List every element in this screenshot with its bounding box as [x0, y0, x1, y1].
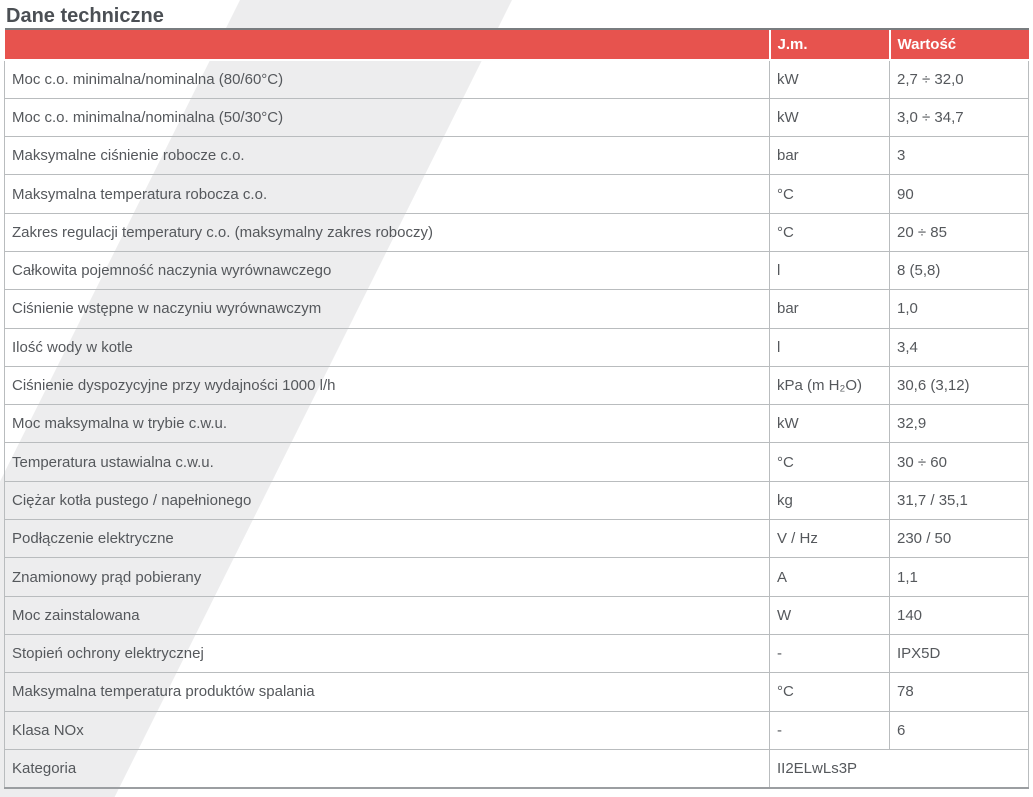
row-label: Moc zainstalowana [5, 596, 770, 634]
row-label: Moc maksymalna w trybie c.w.u. [5, 405, 770, 443]
table-body [5, 60, 1029, 788]
row-label: Moc c.o. minimalna/nominalna (50/30°C) [5, 98, 770, 136]
table-row [5, 443, 1029, 481]
table-row [5, 290, 1029, 328]
row-value: 8 (5,8) [890, 251, 1029, 289]
row-value: 90 [890, 175, 1029, 213]
row-unit: kW [770, 405, 890, 443]
row-label: Ciśnienie wstępne w naczyniu wyrównawczym [5, 290, 770, 328]
table-row [5, 60, 1029, 98]
table-row [5, 711, 1029, 749]
header-unit-column: J.m. [770, 29, 890, 60]
row-label: Kategoria [5, 749, 770, 787]
row-value: 140 [890, 596, 1029, 634]
row-unit: °C [770, 443, 890, 481]
row-value: 32,9 [890, 405, 1029, 443]
row-unit: °C [770, 213, 890, 251]
row-label: Maksymalne ciśnienie robocze c.o. [5, 137, 770, 175]
row-label: Maksymalna temperatura robocza c.o. [5, 175, 770, 213]
table-row [5, 366, 1029, 404]
row-unit: bar [770, 137, 890, 175]
row-value: 3 [890, 137, 1029, 175]
page-title: Dane techniczne [6, 5, 164, 27]
row-value: 3,4 [890, 328, 1029, 366]
row-label: Zakres regulacji temperatury c.o. (maksymalny zakres roboczy) [5, 213, 770, 251]
table-row [5, 673, 1029, 711]
row-unit: bar [770, 290, 890, 328]
row-value: 1,0 [890, 290, 1029, 328]
row-label: Podłączenie elektryczne [5, 520, 770, 558]
row-value: 30 ÷ 60 [890, 443, 1029, 481]
table-row [5, 328, 1029, 366]
row-unit: kW [770, 60, 890, 98]
table-row [5, 596, 1029, 634]
row-unit: - [770, 711, 890, 749]
table-row [5, 481, 1029, 519]
table-row [5, 213, 1029, 251]
row-unit: kg [770, 481, 890, 519]
table-row [5, 98, 1029, 136]
row-unit: kPa (m H₂O) [770, 366, 890, 404]
row-value: IPX5D [890, 634, 1029, 672]
table-row [5, 634, 1029, 672]
row-value: 30,6 (3,12) [890, 366, 1029, 404]
row-label: Stopień ochrony elektrycznej [5, 634, 770, 672]
row-label: Ciężar kotła pustego / napełnionego [5, 481, 770, 519]
technical-data-table [4, 28, 1029, 789]
table-row [5, 175, 1029, 213]
row-unit: II2ELwLs3P [770, 749, 1029, 787]
row-label: Znamionowy prąd pobierany [5, 558, 770, 596]
table-row [5, 251, 1029, 289]
row-unit: °C [770, 175, 890, 213]
row-value: 31,7 / 35,1 [890, 481, 1029, 519]
table-row [5, 520, 1029, 558]
row-unit: kW [770, 98, 890, 136]
row-value: 2,7 ÷ 32,0 [890, 60, 1029, 98]
row-value: 78 [890, 673, 1029, 711]
row-unit: - [770, 634, 890, 672]
header-parameter-column [5, 29, 770, 60]
table-row [5, 749, 1029, 787]
row-value: 20 ÷ 85 [890, 213, 1029, 251]
header-value-column: Wartość [890, 29, 1029, 60]
row-unit: A [770, 558, 890, 596]
row-unit: V / Hz [770, 520, 890, 558]
row-label: Ilość wody w kotle [5, 328, 770, 366]
table-row [5, 137, 1029, 175]
row-label: Maksymalna temperatura produktów spalania [5, 673, 770, 711]
table-row [5, 405, 1029, 443]
row-value: 230 / 50 [890, 520, 1029, 558]
row-value: 1,1 [890, 558, 1029, 596]
row-value: 3,0 ÷ 34,7 [890, 98, 1029, 136]
table-row [5, 558, 1029, 596]
row-unit: l [770, 328, 890, 366]
row-label: Ciśnienie dyspozycyjne przy wydajności 1000 l/h [5, 366, 770, 404]
row-value: 6 [890, 711, 1029, 749]
row-label: Temperatura ustawialna c.w.u. [5, 443, 770, 481]
table-header-row [5, 29, 1029, 60]
row-label: Całkowita pojemność naczynia wyrównawczego [5, 251, 770, 289]
row-label: Moc c.o. minimalna/nominalna (80/60°C) [5, 60, 770, 98]
row-unit: W [770, 596, 890, 634]
row-unit: l [770, 251, 890, 289]
row-unit: °C [770, 673, 890, 711]
row-label: Klasa NOx [5, 711, 770, 749]
